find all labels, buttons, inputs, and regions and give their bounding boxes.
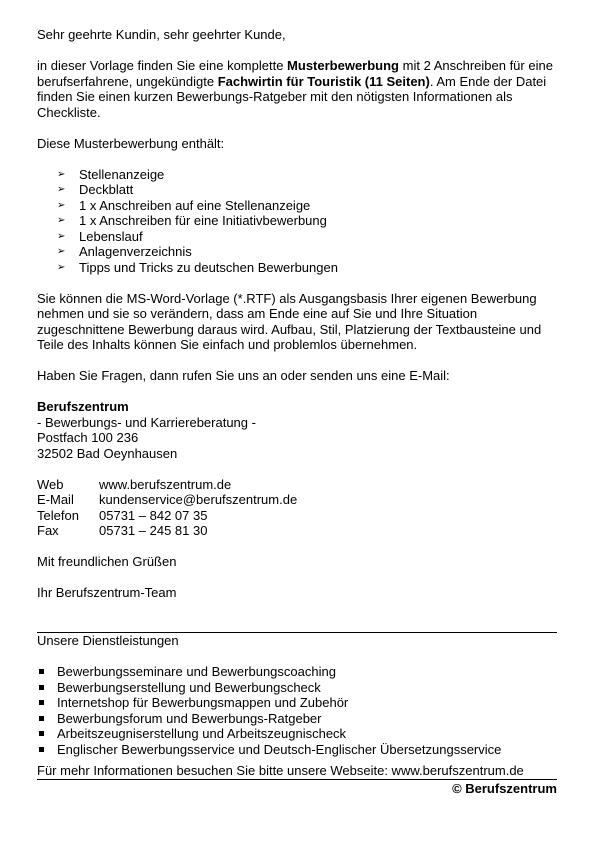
intro-paragraph <box>37 58 557 120</box>
list-item: ➢ Lebenslauf <box>57 228 143 244</box>
list-item: ➢ 1 x Anschreiben für eine Initiativbewerbung <box>57 213 327 228</box>
square-bullet-icon <box>39 700 44 705</box>
arrow-bullet-icon: ➢ <box>57 199 66 211</box>
company-subtitle: - Bewerbungs- und Karriereberatung - <box>37 414 256 430</box>
services-heading: Unsere Dienstleistungen <box>37 633 179 648</box>
list-item: ➢ 1 x Anschreiben auf eine Stellenanzeige <box>57 197 311 213</box>
list-item: Bewerbungsforum und Bewerbungs-Ratgeber <box>37 711 557 727</box>
copyright: © Berufszentrum <box>452 780 557 796</box>
questions-text: Haben Sie Fragen, dann rufen Sie uns an oder senden uns eine E-Mail: <box>37 368 450 383</box>
contents-heading: Diese Musterbewerbung enthält: <box>37 135 225 151</box>
contact-key: E-Mail <box>37 492 74 507</box>
contact-key: Web <box>37 476 64 492</box>
intro-text-2: mit 2 Anschreiben für eine berufserfahrene, ungekündigte <box>37 58 553 89</box>
pobox: Postfach 100 236 <box>37 430 139 445</box>
document-page <box>37 27 557 796</box>
list-item: ➢ Tipps und Tricks zu deutschen Bewerbungen <box>57 259 338 275</box>
arrow-bullet-icon: ➢ <box>57 230 66 242</box>
square-bullet-icon <box>39 747 44 752</box>
list-item: Bewerbungsseminare und Bewerbungscoaching <box>37 664 557 680</box>
greeting: Sehr geehrte Kundin, sehr geehrter Kunde, <box>37 27 286 42</box>
list-item: ➢ Stellenanzeige <box>57 166 165 182</box>
list-item: Englischer Bewerbungsservice und Deutsch-Englischer Übersetzungsservice <box>37 742 557 758</box>
signature: Ihr Berufszentrum-Team <box>37 585 177 600</box>
intro-text-3: . Am Ende der Datei finden Sie einen kurzen Bewerbungs-Ratgeber mit den nötigsten Informationen als Checkliste. <box>37 73 547 120</box>
services-list <box>37 664 557 757</box>
arrow-bullet-icon: ➢ <box>57 246 66 257</box>
contents-list <box>37 167 557 276</box>
arrow-bullet-icon: ➢ <box>57 261 66 273</box>
contact-table <box>37 477 557 539</box>
company-name: Berufszentrum <box>37 399 129 414</box>
closing: Mit freundlichen Grüßen <box>37 554 177 569</box>
intro-text-1: in dieser Vorlage finden Sie eine komplette <box>37 58 288 73</box>
intro-bold-job-title: Fachwirtin für Touristik (11 Seiten) <box>217 73 430 89</box>
contact-value-web[interactable]: www.berufszentrum.de <box>99 476 232 492</box>
contact-key: Telefon <box>37 507 79 523</box>
list-item: ➢ Anlagenverzeichnis <box>57 244 192 259</box>
contact-row-phone <box>37 508 557 524</box>
square-bullet-icon <box>39 669 44 674</box>
contact-value-email[interactable]: kundenservice@berufszentrum.de <box>99 492 298 507</box>
arrow-bullet-icon: ➢ <box>57 215 66 226</box>
list-item: ➢ Deckblatt <box>57 182 134 197</box>
contact-value-phone: 05731 – 842 07 35 <box>99 507 208 523</box>
list-item: Arbeitszeugniserstellung und Arbeitszeugnischeck <box>37 726 557 742</box>
square-bullet-icon <box>39 716 44 721</box>
contact-row-web <box>37 477 557 493</box>
arrow-bullet-icon: ➢ <box>57 184 66 195</box>
list-item: Bewerbungserstellung und Bewerbungscheck <box>37 680 557 696</box>
arrow-bullet-icon: ➢ <box>57 168 66 180</box>
usage-paragraph: Sie können die MS-Word-Vorlage (*.RTF) als Ausgangsbasis Ihrer eigenen Bewerbung nehmen und sie so verändern, dass am Ende eine auf Sie und Ihre Situation zugeschnittene Bewerbung daraus wird. Aufbau, Stil, Platzierung der Textbausteine und Teile des Inhalts können Sie einfach und problemlos übernehmen. <box>37 290 542 352</box>
square-bullet-icon <box>39 731 44 736</box>
city: 32502 Bad Oeynhausen <box>37 445 178 461</box>
contact-row-email <box>37 492 557 508</box>
square-bullet-icon <box>39 685 44 690</box>
contact-row-fax <box>37 523 557 539</box>
intro-bold-musterbewerbung: Musterbewerbung <box>287 58 400 73</box>
contact-key: Fax <box>37 523 59 538</box>
contact-value-fax: 05731 – 245 81 30 <box>99 523 208 538</box>
list-item: Internetshop für Bewerbungsmappen und Zubehör <box>37 695 557 711</box>
address-block <box>37 399 557 461</box>
footer-info: Für mehr Informationen besuchen Sie bitte unsere Webseite: www.berufszentrum.de <box>37 763 524 778</box>
